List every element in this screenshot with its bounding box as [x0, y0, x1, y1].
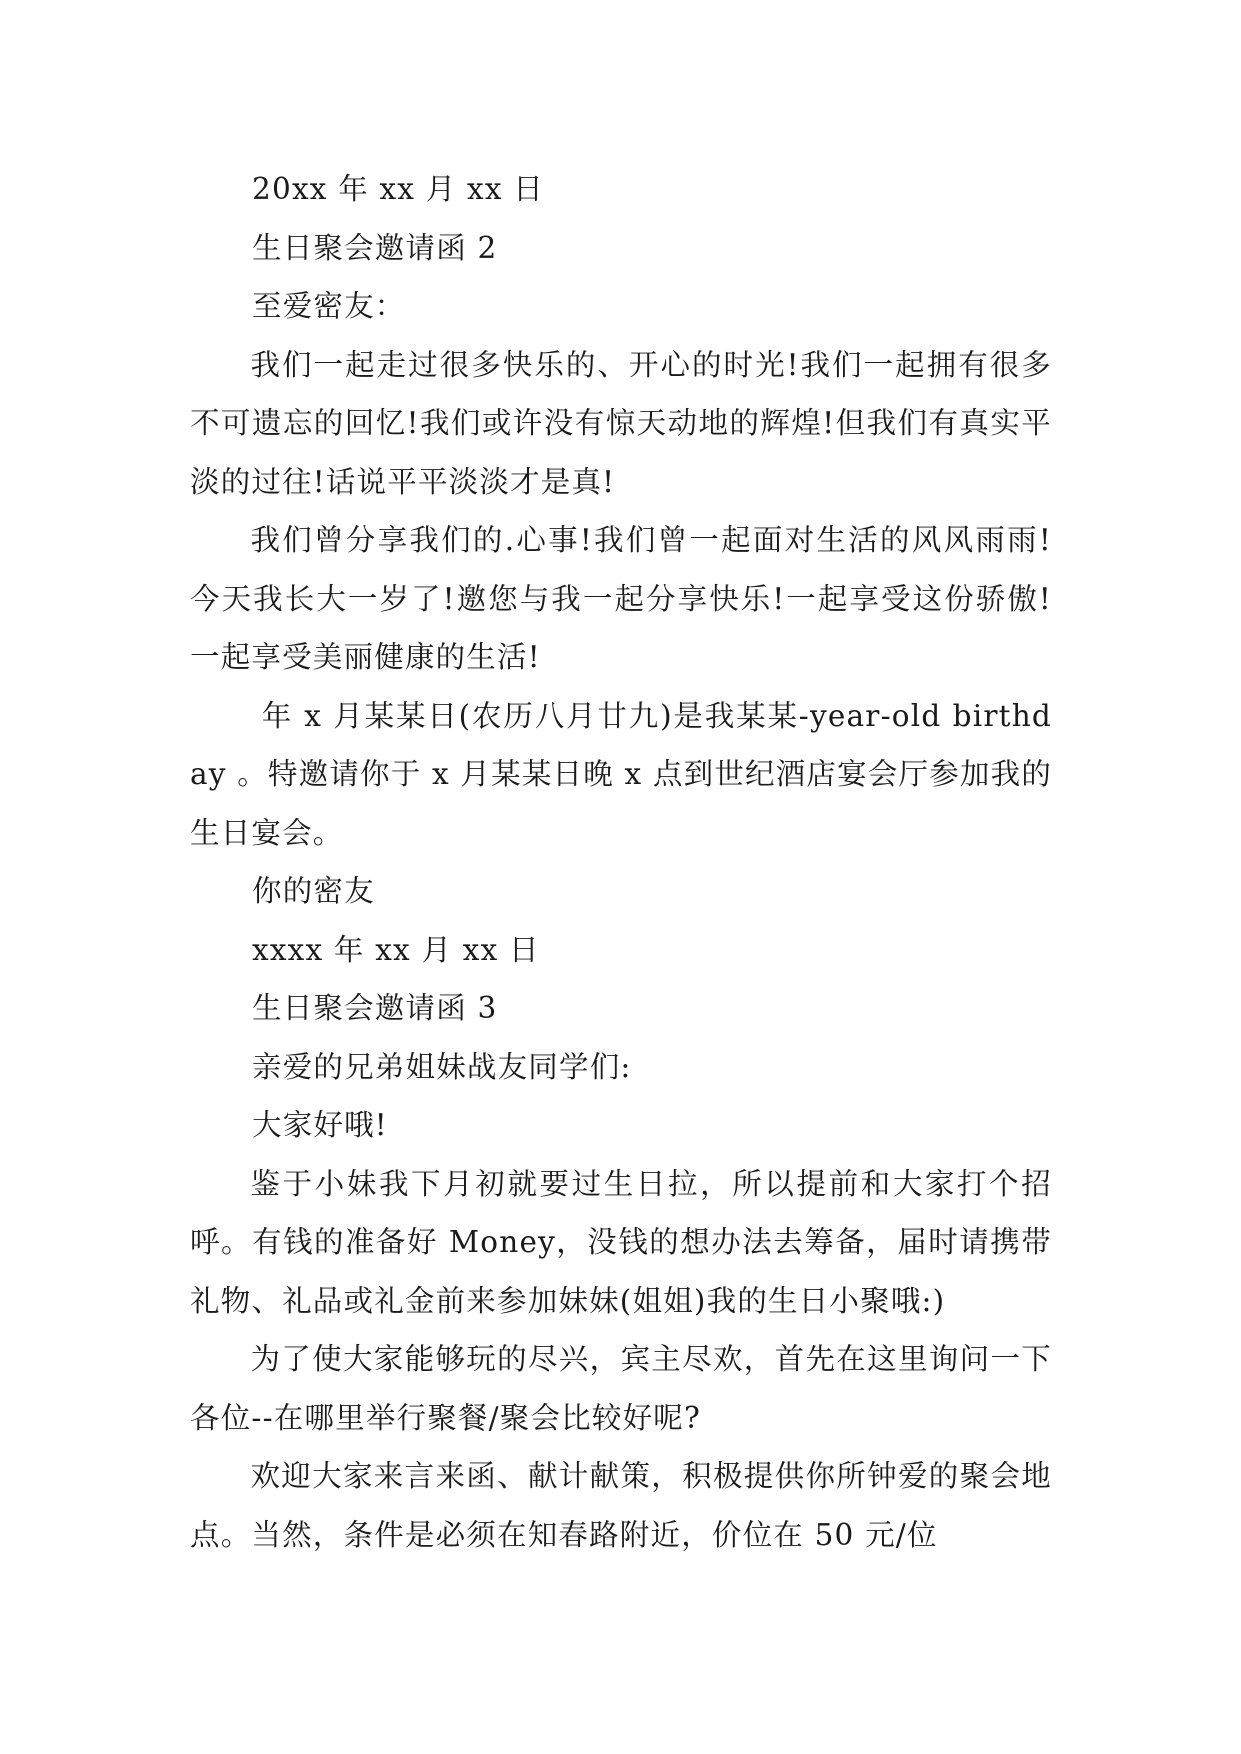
- invitation-title: 生日聚会邀请函 3: [252, 991, 498, 1025]
- body-paragraph: 年 x 月某某日(农历八月廿九)是我某某-year-old birthday 。特邀请你于 x 月某某日晚 x 点到世纪酒店宴会厅参加我的生日宴会。: [190, 698, 1053, 850]
- signature: 你的密友: [252, 874, 375, 908]
- body-paragraph: 为了使大家能够玩的尽兴，宾主尽欢，首先在这里询问一下各位--在哪里举行聚餐/聚会比较好呢?: [190, 1342, 1052, 1435]
- salutation: 亲爱的兄弟姐妹战友同学们:: [252, 1049, 632, 1084]
- date-line: xxxx 年 xx 月 xx 日: [252, 932, 540, 967]
- greeting: 大家好哦!: [252, 1108, 388, 1142]
- body-paragraph: 欢迎大家来言来函、献计献策，积极提供你所钟爱的聚会地点。当然，条件是必须在知春路附近，价位在 50 元/位: [190, 1459, 1052, 1552]
- invitation-title: 生日聚会邀请函 2: [252, 230, 498, 265]
- body-paragraph: 我们一起走过很多快乐的、开心的时光!我们一起拥有很多不可遗忘的回忆!我们或许没有惊天动地的辉煌!但我们有真实平淡的过往!话说平平淡淡才是真!: [190, 347, 1052, 499]
- body-paragraph: 我们曾分享我们的.心事!我们曾一起面对生活的风风雨雨!今天我长大一岁了!邀您与我一起分享快乐!一起享受这份骄傲!一起享受美丽健康的生活!: [190, 523, 1052, 674]
- body-paragraph: 鉴于小妹我下月初就要过生日拉，所以提前和大家打个招呼。有钱的准备好 Money，没钱的想办法去筹备，届时请携带礼物、礼品或礼金前来参加妹妹(姐姐)我的生日小聚哦:): [190, 1166, 1052, 1318]
- date-line: 20xx 年 xx 月 xx 日: [252, 172, 544, 206]
- document-body: [190, 160, 1052, 1564]
- salutation: 至爱密友：: [252, 289, 406, 323]
